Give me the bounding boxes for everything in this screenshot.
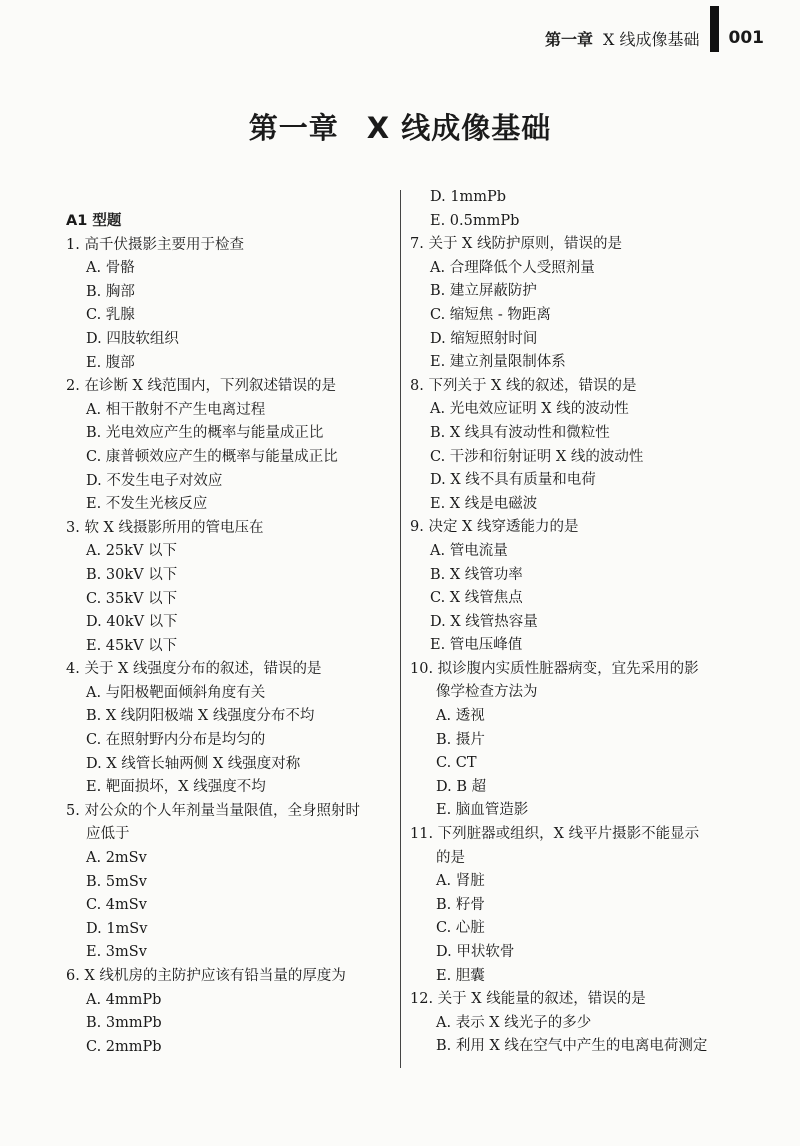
answer-option: E. 建立剂量限制体系 xyxy=(430,354,566,371)
answer-option: C. 4mSv xyxy=(86,897,147,914)
answer-option: B. X 线具有波动性和微粒性 xyxy=(430,424,610,441)
question-stem: 5. 对公众的个人年剂量当量限值，全身照射时 xyxy=(66,802,360,819)
answer-option: B. X 线管功率 xyxy=(430,566,523,583)
answer-option: D. 1mmPb xyxy=(430,189,507,205)
answer-option: D. 40kV 以下 xyxy=(86,614,178,631)
question-stem-continued: 的是 xyxy=(436,849,465,866)
question xyxy=(66,375,392,517)
running-header-chapter: 第一章 xyxy=(545,29,594,49)
answer-option: A. 2mSv xyxy=(86,850,147,867)
question-stem: 10. 拟诊腹内实质性脏器病变，宜先采用的影 xyxy=(410,660,699,677)
question-stem: 6. X 线机房的主防护应该有铅当量的厚度为 xyxy=(66,968,346,984)
answer-option: B. 30kV 以下 xyxy=(86,566,178,583)
answer-option: A. 4mmPb xyxy=(86,991,162,1008)
answer-option: D. 1mSv xyxy=(86,920,148,937)
answer-option: E. 管电压峰值 xyxy=(430,637,523,654)
answer-option: A. 光电效应证明 X 线的波动性 xyxy=(430,401,629,418)
answer-option: C. 康普顿效应产生的概率与能量成正比 xyxy=(86,448,338,465)
answer-option: B. 光电效应产生的概率与能量成正比 xyxy=(86,425,324,442)
answer-option: C. 心脏 xyxy=(436,920,485,937)
right-column xyxy=(410,186,750,1059)
answer-option: B. 5mSv xyxy=(86,873,147,890)
answer-option: A. 肾脏 xyxy=(436,873,485,890)
running-header-title: X 线成像基础 xyxy=(603,29,700,49)
question-stem: 3. 软 X 线摄影所用的管电压在 xyxy=(66,519,264,536)
question-stem: 8. 下列关于 X 线的叙述，错误的是 xyxy=(410,377,637,394)
answer-option: A. 表示 X 线光子的多少 xyxy=(436,1014,592,1031)
answer-option: A. 骨骼 xyxy=(86,260,135,277)
answer-option: D. X 线管长轴两侧 X 线强度对称 xyxy=(86,755,301,772)
answer-option: B. 胸部 xyxy=(86,283,135,300)
question-stem: 11. 下列脏器或组织，X 线平片摄影不能显示 xyxy=(410,826,700,843)
answer-option: C. 缩短焦 - 物距离 xyxy=(430,306,551,323)
answer-option: D. X 线管热容量 xyxy=(430,613,538,630)
question xyxy=(66,517,392,659)
answer-option: E. 不发生光核反应 xyxy=(86,496,208,513)
continued-options xyxy=(410,186,750,233)
question-stem: 12. 关于 X 线能量的叙述，错误的是 xyxy=(410,991,646,1008)
answer-option: C. 干涉和衍射证明 X 线的波动性 xyxy=(430,448,644,465)
running-header-bar xyxy=(710,6,719,52)
question xyxy=(410,375,750,517)
answer-option: B. 建立屏蔽防护 xyxy=(430,283,537,300)
question-stem: 4. 关于 X 线强度分布的叙述，错误的是 xyxy=(66,661,322,678)
chapter-title xyxy=(0,106,800,147)
answer-option: B. 摄片 xyxy=(436,731,485,748)
section-heading: A1 型题 xyxy=(66,213,122,229)
chapter-title-number: 第一章 xyxy=(248,111,339,145)
answer-option: C. X 线管焦点 xyxy=(430,590,523,607)
question xyxy=(410,233,750,375)
answer-option: E. 0.5mmPb xyxy=(430,212,520,229)
answer-option: E. 胆囊 xyxy=(436,967,485,984)
question xyxy=(410,658,750,823)
answer-option: E. X 线是电磁波 xyxy=(430,495,538,512)
answer-option: B. 3mmPb xyxy=(86,1015,162,1032)
answer-option: B. 利用 X 线在空气中产生的电离电荷测定 xyxy=(436,1038,708,1055)
right-question-list xyxy=(410,233,750,1059)
answer-option: E. 靶面损坏，X 线强度不均 xyxy=(86,779,266,796)
question xyxy=(410,823,750,988)
answer-option: C. 35kV 以下 xyxy=(86,590,178,607)
answer-option: B. 籽骨 xyxy=(436,896,485,913)
answer-option: A. 管电流量 xyxy=(430,542,508,559)
answer-option: D. 缩短照射时间 xyxy=(430,330,538,347)
chapter-title-text: X 线成像基础 xyxy=(366,111,552,145)
question-stem: 1. 高千伏摄影主要用于检查 xyxy=(66,236,244,253)
answer-option: D. 四肢软组织 xyxy=(86,330,179,347)
answer-option: A. 相干散射不产生电离过程 xyxy=(86,401,266,418)
answer-option: D. 不发生电子对效应 xyxy=(86,472,223,489)
left-question-list xyxy=(66,234,392,1060)
answer-option: E. 45kV 以下 xyxy=(86,637,178,654)
answer-option: A. 25kV 以下 xyxy=(86,543,178,560)
answer-option: D. B 超 xyxy=(436,778,487,795)
answer-option: B. X 线阴阳极端 X 线强度分布不均 xyxy=(86,708,315,725)
answer-option: A. 与阳极靶面倾斜角度有关 xyxy=(86,684,266,701)
question-stem: 2. 在诊断 X 线范围内，下列叙述错误的是 xyxy=(66,378,336,395)
answer-option: E. 3mSv xyxy=(86,944,147,961)
question-stem-continued: 应低于 xyxy=(86,826,130,843)
answer-option: C. CT xyxy=(436,755,477,772)
answer-option: C. 乳腺 xyxy=(86,307,135,324)
question xyxy=(410,516,750,658)
left-column xyxy=(66,210,392,1059)
question-stem-continued: 像学检查方法为 xyxy=(436,684,538,701)
answer-option: E. 腹部 xyxy=(86,354,135,371)
question xyxy=(66,234,392,376)
answer-option: C. 在照射野内分布是均匀的 xyxy=(86,732,266,749)
running-header xyxy=(545,24,764,52)
answer-option: E. 脑血管造影 xyxy=(436,802,529,819)
column-divider xyxy=(400,190,401,1068)
answer-option: D. X 线不具有质量和电荷 xyxy=(430,472,596,489)
page-number: 001 xyxy=(728,28,764,48)
answer-option: D. 甲状软骨 xyxy=(436,944,515,960)
question xyxy=(66,658,392,800)
question-stem: 9. 决定 X 线穿透能力的是 xyxy=(410,519,579,536)
question-stem: 7. 关于 X 线防护原则，错误的是 xyxy=(410,236,622,253)
question xyxy=(410,988,750,1059)
answer-option: A. 合理降低个人受照剂量 xyxy=(430,259,595,276)
answer-option: A. 透视 xyxy=(436,708,485,725)
question xyxy=(66,965,392,1059)
answer-option: C. 2mmPb xyxy=(86,1038,162,1055)
question xyxy=(66,800,392,965)
